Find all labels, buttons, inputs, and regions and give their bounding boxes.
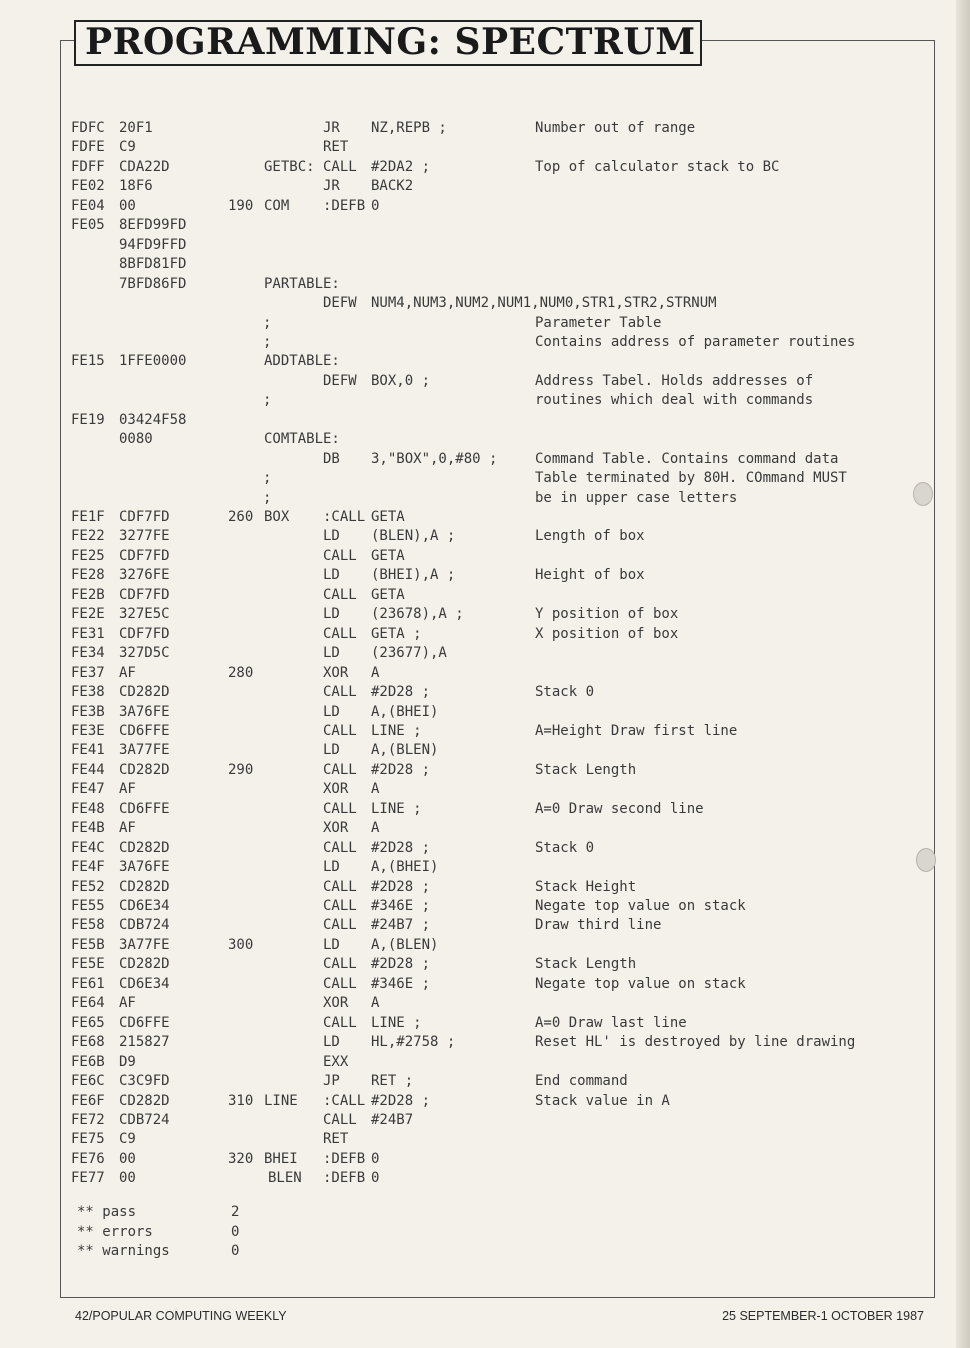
- listing-opcode: DEFW: [323, 295, 357, 312]
- listing-hex-bytes: AF: [119, 995, 136, 1012]
- listing-opcode: CALL: [323, 1111, 357, 1128]
- listing-line-number: 310: [228, 1092, 254, 1109]
- listing-comment: Draw third line: [535, 917, 662, 934]
- listing-comment: routines which deal with commands: [535, 392, 814, 409]
- listing-hex-bytes: 3276FE: [119, 567, 170, 584]
- listing-label: BOX: [264, 509, 290, 525]
- listing-opcode: CALL: [323, 878, 357, 895]
- listing-line-number: 280: [228, 664, 254, 681]
- listing-opcode: CALL: [323, 839, 357, 856]
- listing-hex-bytes: CD282D: [119, 684, 170, 701]
- listing-hex-bytes: 215827: [119, 1034, 170, 1051]
- listing-address: FE02: [71, 178, 105, 195]
- listing-comment: Stack Length: [535, 761, 637, 778]
- listing-address: FE22: [71, 528, 105, 545]
- listing-comment: Number out of range: [535, 120, 696, 136]
- listing-hex-bytes: 3A77FE: [119, 936, 170, 953]
- listing-hex-bytes: CD6E34: [119, 898, 170, 914]
- listing-address: FE25: [71, 547, 105, 564]
- listing-hex-bytes: CD282D: [119, 839, 170, 856]
- listing-line-number: 260: [228, 509, 254, 525]
- listing-hex-bytes: 20F1: [119, 120, 153, 136]
- listing-address: FE34: [71, 645, 105, 662]
- listing-address: FE6C: [71, 1073, 105, 1090]
- listing-hex-bytes: 00: [119, 1150, 136, 1167]
- listing-hex-bytes: CD6FFE: [119, 800, 170, 817]
- listing-comment: Negate top value on stack: [535, 975, 746, 992]
- listing-hex-bytes: CDF7FD: [119, 547, 170, 564]
- listing-opcode: :DEFB: [323, 197, 366, 214]
- listing-hex-bytes: 8BFD81FD: [119, 256, 187, 273]
- listing-comment: X position of box: [535, 625, 679, 642]
- listing-opcode: :CALL: [323, 1092, 366, 1109]
- listing-operand: LINE ;: [371, 800, 422, 817]
- listing-opcode: LD: [323, 742, 340, 759]
- listing-operand: A,(BHEI): [371, 859, 439, 876]
- listing-address: FE19: [71, 411, 105, 428]
- listing-address: FE5E: [71, 956, 105, 973]
- listing-address: FE68: [71, 1034, 105, 1051]
- listing-hex-bytes: CD282D: [119, 878, 170, 895]
- listing-opcode: LD: [323, 703, 340, 720]
- listing-address: FE47: [71, 781, 105, 798]
- listing-address: FE48: [71, 800, 105, 817]
- listing-address: FE55: [71, 898, 105, 914]
- listing-address: FE4C: [71, 839, 105, 856]
- listing-line-number: 320: [228, 1150, 254, 1167]
- listing-label: ;: [263, 333, 272, 350]
- listing-operand: 3,"BOX",0,#80 ;: [371, 450, 498, 467]
- listing-address: FE76: [71, 1150, 105, 1167]
- listing-address: FE2E: [71, 606, 105, 623]
- listing-hex-bytes: CD6FFE: [119, 1014, 170, 1031]
- listing-opcode: LD: [323, 1034, 340, 1051]
- listing-label: ;: [263, 489, 272, 506]
- listing-opcode: CALL: [323, 158, 357, 175]
- listing-comment: Stack Length: [535, 956, 637, 973]
- listing-address: FDFC: [71, 120, 105, 136]
- listing-operand: #2D28 ;: [371, 956, 431, 973]
- listing-opcode: LD: [323, 859, 340, 876]
- listing-operand: BOX,0 ;: [371, 372, 431, 389]
- listing-operand: #2D28 ;: [371, 761, 431, 778]
- footer-publication: 42/POPULAR COMPUTING WEEKLY: [75, 1309, 287, 1323]
- listing-label: PARTABLE:: [264, 275, 340, 292]
- listing-opcode: RET: [323, 1131, 349, 1148]
- listing-hex-bytes: 18F6: [119, 178, 153, 195]
- listing-label: COMTABLE:: [264, 431, 340, 448]
- listing-opcode: XOR: [323, 664, 349, 681]
- listing-operand: HL,#2758 ;: [371, 1034, 456, 1051]
- listing-comment: Stack Height: [535, 878, 637, 895]
- listing-line-number: 300: [228, 936, 254, 953]
- page-edge: [956, 0, 970, 1348]
- listing-operand: (23677),A: [371, 645, 447, 662]
- listing-hex-bytes: 3A76FE: [119, 703, 170, 720]
- listing-hex-bytes: 00: [119, 1170, 136, 1187]
- listing-opcode: LD: [323, 645, 340, 662]
- assembly-stat-value: 2: [231, 1204, 240, 1220]
- listing-address: FDFF: [71, 158, 105, 175]
- listing-operand: GETA: [371, 509, 405, 525]
- listing-address: FE37: [71, 664, 105, 681]
- listing-operand: #24B7: [371, 1111, 414, 1128]
- listing-hex-bytes: C9: [119, 1131, 136, 1148]
- listing-operand: (23678),A ;: [371, 606, 464, 623]
- listing-label: ;: [263, 392, 272, 409]
- listing-hex-bytes: AF: [119, 781, 136, 798]
- listing-address: FE2B: [71, 586, 105, 603]
- listing-line-number: 190: [228, 197, 254, 214]
- listing-label: LINE: [264, 1092, 298, 1109]
- listing-label: ADDTABLE:: [264, 353, 340, 370]
- listing-opcode: CALL: [323, 625, 357, 642]
- listing-operand: (BLEN),A ;: [371, 528, 456, 545]
- listing-opcode: LD: [323, 528, 340, 545]
- listing-address: FE1F: [71, 509, 105, 525]
- listing-hex-bytes: 1FFE0000: [119, 353, 187, 370]
- listing-opcode: CALL: [323, 684, 357, 701]
- listing-hex-bytes: CD6E34: [119, 975, 170, 992]
- listing-hex-bytes: 3A76FE: [119, 859, 170, 876]
- listing-comment: Contains address of parameter routines: [535, 333, 856, 350]
- listing-operand: A: [371, 781, 380, 798]
- listing-hex-bytes: CDB724: [119, 917, 170, 934]
- listing-operand: LINE ;: [371, 722, 422, 739]
- listing-hex-bytes: CDF7FD: [119, 509, 170, 525]
- listing-address: FE38: [71, 684, 105, 701]
- listing-address: FE5B: [71, 936, 105, 953]
- listing-comment: A=0 Draw last line: [535, 1014, 687, 1031]
- listing-address: FE6F: [71, 1092, 105, 1109]
- listing-opcode: CALL: [323, 898, 357, 914]
- listing-comment: Top of calculator stack to BC: [535, 158, 780, 175]
- listing-hex-bytes: CD282D: [119, 1092, 170, 1109]
- listing-opcode: DEFW: [323, 372, 357, 389]
- listing-address: FE65: [71, 1014, 105, 1031]
- assembly-stat-label: ** warnings: [77, 1243, 170, 1259]
- listing-comment: Address Tabel. Holds addresses of: [535, 372, 814, 389]
- listing-operand: GETA: [371, 586, 405, 603]
- listing-operand: NUM4,NUM3,NUM2,NUM1,NUM0,STR1,STR2,STRNUM: [371, 295, 717, 312]
- listing-line-number: 290: [228, 761, 254, 778]
- listing-operand: LINE ;: [371, 1014, 422, 1031]
- listing-hex-bytes: CDB724: [119, 1111, 170, 1128]
- listing-hex-bytes: C9: [119, 139, 136, 156]
- listing-address: FE72: [71, 1111, 105, 1128]
- listing-hex-bytes: 3A77FE: [119, 742, 170, 759]
- assembly-stat-value: 0: [231, 1243, 240, 1259]
- page-frame: [60, 40, 935, 1298]
- listing-comment: A=0 Draw second line: [535, 800, 704, 817]
- listing-opcode: DB: [323, 450, 340, 467]
- listing-label: COM: [264, 197, 290, 214]
- listing-label: ;: [263, 470, 272, 487]
- listing-hex-bytes: AF: [119, 820, 136, 837]
- listing-operand: #2D28 ;: [371, 684, 431, 701]
- listing-hex-bytes: 7BFD86FD: [119, 275, 187, 292]
- listing-hex-bytes: CD282D: [119, 956, 170, 973]
- listing-operand: 0: [371, 1150, 380, 1167]
- listing-address: FE28: [71, 567, 105, 584]
- listing-hex-bytes: CDF7FD: [119, 586, 170, 603]
- listing-address: FE52: [71, 878, 105, 895]
- listing-comment: A=Height Draw first line: [535, 722, 738, 739]
- listing-operand: #346E ;: [371, 898, 431, 914]
- listing-hex-bytes: 3277FE: [119, 528, 170, 545]
- listing-hex-bytes: 327E5C: [119, 606, 170, 623]
- listing-operand: #2D28 ;: [371, 878, 431, 895]
- listing-comment: Stack value in A: [535, 1092, 670, 1109]
- listing-comment: Stack 0: [535, 839, 595, 856]
- listing-comment: Table terminated by 80H. COmmand MUST: [535, 470, 847, 487]
- listing-address: FE05: [71, 217, 105, 234]
- listing-opcode: CALL: [323, 761, 357, 778]
- listing-opcode: CALL: [323, 917, 357, 934]
- listing-label: BHEI: [264, 1150, 298, 1167]
- listing-label: ;: [263, 314, 272, 331]
- listing-operand: 0: [371, 197, 380, 214]
- listing-operand: NZ,REPB ;: [371, 120, 447, 136]
- listing-opcode: CALL: [323, 547, 357, 564]
- listing-address: FE4F: [71, 859, 105, 876]
- listing-operand: RET ;: [371, 1073, 414, 1090]
- listing-opcode: :DEFB: [323, 1170, 366, 1187]
- listing-opcode: CALL: [323, 1014, 357, 1031]
- binder-hole: [913, 482, 933, 506]
- listing-address: FE44: [71, 761, 105, 778]
- listing-opcode: XOR: [323, 781, 349, 798]
- listing-operand: A,(BLEN): [371, 936, 439, 953]
- listing-hex-bytes: C3C9FD: [119, 1073, 170, 1090]
- listing-hex-bytes: 94FD9FFD: [119, 236, 187, 253]
- listing-operand: A: [371, 995, 380, 1012]
- listing-opcode: CALL: [323, 586, 357, 603]
- listing-operand: GETA: [371, 547, 405, 564]
- binder-hole: [916, 848, 936, 872]
- listing-comment: Y position of box: [535, 606, 679, 623]
- listing-operand: A: [371, 820, 380, 837]
- listing-operand: A,(BHEI): [371, 703, 439, 720]
- listing-hex-bytes: CDF7FD: [119, 625, 170, 642]
- listing-opcode: LD: [323, 567, 340, 584]
- listing-opcode: LD: [323, 936, 340, 953]
- listing-label: BLEN: [268, 1170, 302, 1187]
- footer-date: 25 SEPTEMBER-1 OCTOBER 1987: [722, 1309, 924, 1323]
- listing-opcode: LD: [323, 606, 340, 623]
- listing-address: FE04: [71, 197, 105, 214]
- listing-address: FE58: [71, 917, 105, 934]
- listing-operand: (BHEI),A ;: [371, 567, 456, 584]
- listing-opcode: JR: [323, 120, 340, 136]
- listing-address: FE75: [71, 1131, 105, 1148]
- listing-hex-bytes: CDA22D: [119, 158, 170, 175]
- listing-opcode: :DEFB: [323, 1150, 366, 1167]
- assembly-stat-value: 0: [231, 1223, 240, 1240]
- listing-comment: Length of box: [535, 528, 645, 545]
- listing-operand: #346E ;: [371, 975, 431, 992]
- listing-address: FE31: [71, 625, 105, 642]
- listing-operand: #2D28 ;: [371, 839, 431, 856]
- listing-opcode: CALL: [323, 956, 357, 973]
- listing-comment: be in upper case letters: [535, 489, 738, 506]
- listing-label: GETBC:: [264, 158, 315, 175]
- listing-hex-bytes: 0080: [119, 431, 153, 448]
- listing-address: FE64: [71, 995, 105, 1012]
- listing-operand: #24B7 ;: [371, 917, 431, 934]
- listing-operand: A: [371, 664, 380, 681]
- listing-comment: End command: [535, 1073, 628, 1090]
- listing-operand: GETA ;: [371, 625, 422, 642]
- listing-hex-bytes: 327D5C: [119, 645, 170, 662]
- listing-operand: #2DA2 ;: [371, 158, 431, 175]
- listing-opcode: CALL: [323, 722, 357, 739]
- listing-opcode: JR: [323, 178, 340, 195]
- assembly-stat-label: ** errors: [77, 1223, 153, 1240]
- listing-opcode: JP: [323, 1073, 340, 1090]
- listing-address: FE3B: [71, 703, 105, 720]
- title-box: [74, 20, 702, 66]
- listing-opcode: CALL: [323, 975, 357, 992]
- listing-address: FE6B: [71, 1053, 105, 1070]
- listing-address: FDFE: [71, 139, 105, 156]
- page-title: PROGRAMMING: SPECTRUM: [85, 21, 696, 63]
- listing-address: FE77: [71, 1170, 105, 1187]
- listing-hex-bytes: 00: [119, 197, 136, 214]
- listing-hex-bytes: CD282D: [119, 761, 170, 778]
- listing-address: FE3E: [71, 722, 105, 739]
- listing-opcode: CALL: [323, 800, 357, 817]
- listing-comment: Stack 0: [535, 684, 595, 701]
- listing-address: FE41: [71, 742, 105, 759]
- listing-comment: Command Table. Contains command data: [535, 450, 839, 467]
- listing-operand: A,(BLEN): [371, 742, 439, 759]
- listing-hex-bytes: CD6FFE: [119, 722, 170, 739]
- listing-comment: Negate top value on stack: [535, 898, 746, 914]
- listing-opcode: :CALL: [323, 509, 366, 525]
- listing-opcode: XOR: [323, 820, 349, 837]
- listing-operand: BACK2: [371, 178, 414, 195]
- listing-address: FE15: [71, 353, 105, 370]
- listing-comment: Reset HL' is destroyed by line drawing: [535, 1034, 856, 1051]
- listing-opcode: XOR: [323, 995, 349, 1012]
- listing-address: FE61: [71, 975, 105, 992]
- listing-comment: Height of box: [535, 567, 645, 584]
- listing-hex-bytes: 03424F58: [119, 411, 187, 428]
- listing-operand: #2D28 ;: [371, 1092, 431, 1109]
- listing-hex-bytes: AF: [119, 664, 136, 681]
- listing-address: FE4B: [71, 820, 105, 837]
- listing-opcode: EXX: [323, 1053, 349, 1070]
- listing-operand: 0: [371, 1170, 380, 1187]
- listing-comment: Parameter Table: [535, 314, 662, 331]
- listing-hex-bytes: 8EFD99FD: [119, 217, 187, 234]
- listing-opcode: RET: [323, 139, 349, 156]
- listing-hex-bytes: D9: [119, 1053, 136, 1070]
- assembly-stat-label: ** pass: [77, 1204, 137, 1220]
